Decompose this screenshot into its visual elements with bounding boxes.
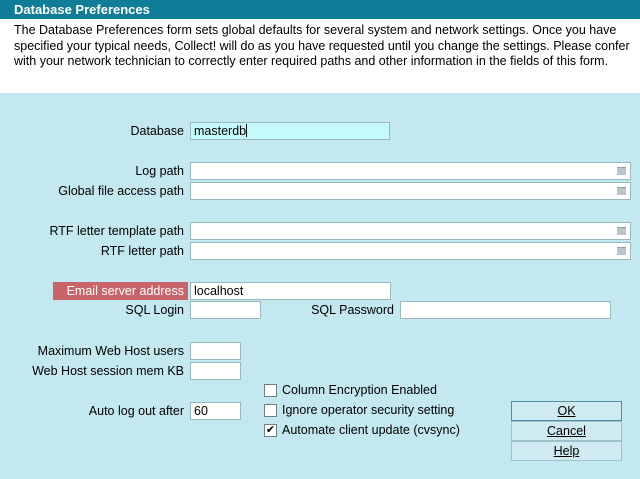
email-server-address-field[interactable]: [190, 282, 391, 300]
max-web-host-users-label: Maximum Web Host users: [37, 344, 184, 358]
folder-icon[interactable]: [617, 247, 626, 255]
web-host-session-mem-field[interactable]: [190, 362, 241, 380]
database-field[interactable]: [190, 122, 390, 140]
auto-log-out-label: Auto log out after: [88, 404, 184, 418]
rtf-letter-path-label: RTF letter path: [100, 244, 184, 258]
folder-icon[interactable]: [617, 187, 626, 195]
ignore-operator-security-label: Ignore operator security setting: [282, 403, 455, 417]
database-value: masterdb: [194, 124, 247, 138]
rtf-letter-path-field[interactable]: [190, 242, 631, 260]
form-description: The Database Preferences form sets global defaults for several system and network settings. Once you have specified your typical needs, Collect! will do as you have requested until you change the settings. Please confer with your network technician to correctly enter required paths and other information in the fields of this form.: [0, 19, 640, 93]
log-path-label: Log path: [135, 164, 184, 178]
text-cursor: [246, 124, 247, 137]
auto-log-out-value: 60: [194, 404, 208, 418]
sql-password-field[interactable]: [400, 301, 611, 319]
ignore-operator-security-checkbox[interactable]: [264, 404, 277, 417]
global-file-access-path-field[interactable]: [190, 182, 631, 200]
automate-client-update-label: Automate client update (cvsync): [282, 423, 460, 437]
folder-icon[interactable]: [617, 167, 626, 175]
email-server-address-label: Email server address: [53, 282, 188, 300]
automate-client-update-checkbox[interactable]: [264, 424, 277, 437]
ok-button[interactable]: OK: [511, 401, 622, 421]
database-label: Database: [130, 124, 184, 138]
web-host-session-mem-label: Web Host session mem KB: [32, 364, 184, 378]
folder-icon[interactable]: [617, 227, 626, 235]
window-title: Database Preferences: [14, 2, 150, 17]
column-encryption-label: Column Encryption Enabled: [282, 383, 437, 397]
auto-log-out-field[interactable]: [190, 402, 241, 420]
sql-login-field[interactable]: [190, 301, 261, 319]
max-web-host-users-field[interactable]: [190, 342, 241, 360]
window-title-bar: [0, 0, 640, 19]
help-button[interactable]: Help: [511, 441, 622, 461]
sql-password-label: SQL Password: [311, 303, 394, 317]
rtf-letter-template-path-label: RTF letter template path: [49, 224, 184, 238]
checkmark-icon: ✔: [265, 424, 276, 436]
rtf-letter-template-path-field[interactable]: [190, 222, 631, 240]
cancel-button[interactable]: Cancel: [511, 421, 622, 441]
column-encryption-checkbox[interactable]: [264, 384, 277, 397]
global-file-access-path-label: Global file access path: [58, 184, 184, 198]
email-server-address-value: localhost: [194, 284, 244, 298]
log-path-field[interactable]: [190, 162, 631, 180]
sql-login-label: SQL Login: [125, 303, 184, 317]
